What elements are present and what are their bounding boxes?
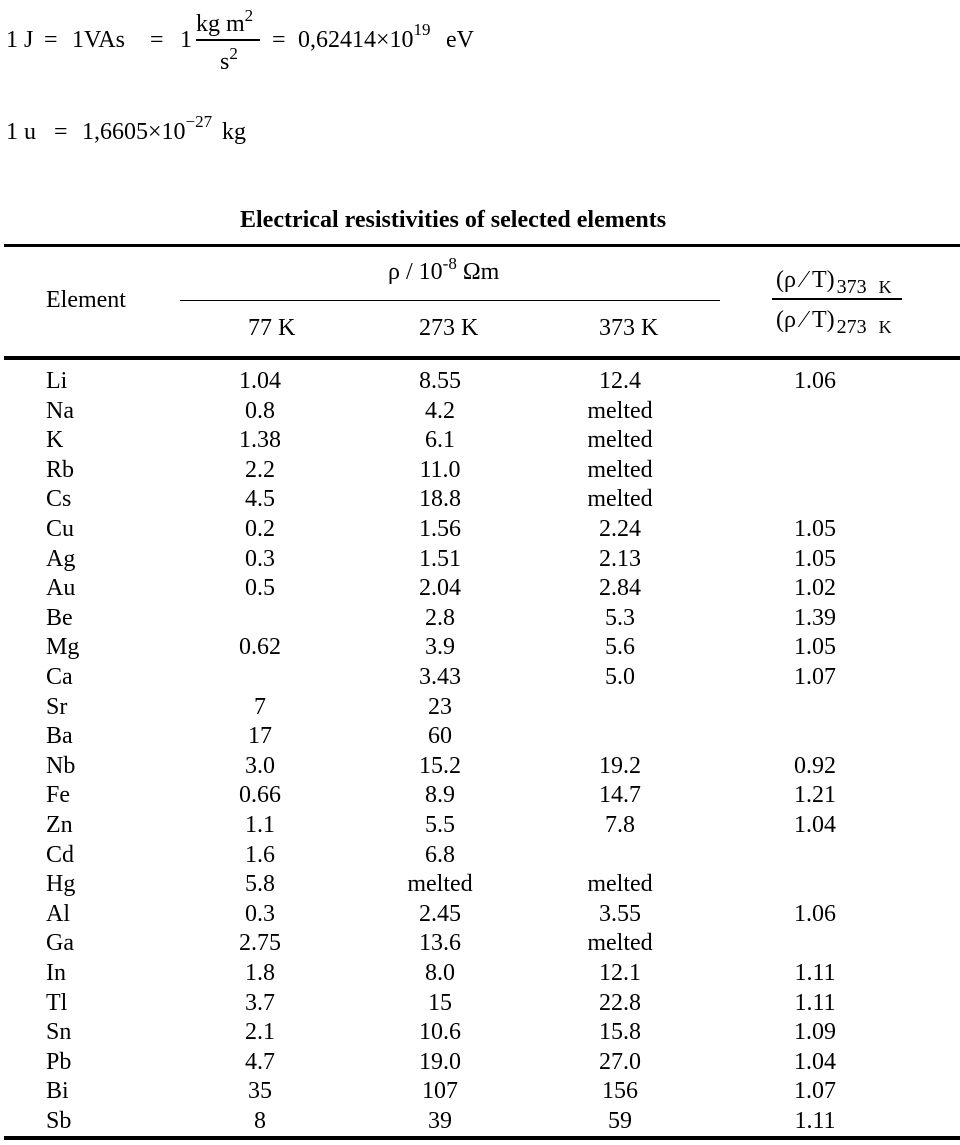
table-row — [0, 751, 960, 781]
cell-373k: melted — [587, 427, 653, 454]
table-row — [0, 425, 960, 455]
cell-373k: 5.0 — [605, 664, 635, 690]
cell-373k: melted — [587, 456, 653, 483]
cell-373k: melted — [587, 871, 653, 898]
joule-eq3: = — [272, 27, 286, 53]
table-row — [0, 1017, 960, 1047]
cell-ratio: 1.11 — [794, 989, 836, 1016]
cell-ratio: 1.09 — [794, 1019, 836, 1046]
cell-ratio: 1.06 — [794, 368, 836, 394]
table-top-rule — [4, 244, 960, 247]
joule-fraction-bar — [196, 39, 260, 41]
cell-373k: 59 — [608, 1108, 632, 1134]
cell-273k: 19.0 — [419, 1048, 461, 1075]
cell-77k: 0.3 — [245, 545, 275, 572]
header-273k: 273 K — [419, 315, 479, 341]
cell-element: Ga — [46, 930, 74, 957]
cell-ratio: 1.02 — [794, 575, 836, 602]
cell-element: Sn — [46, 1019, 72, 1046]
cell-373k: 7.8 — [605, 812, 635, 838]
cell-element: Mg — [46, 634, 80, 661]
cell-77k: 0.62 — [239, 634, 281, 661]
cell-273k: 3.43 — [419, 664, 461, 690]
joule-one: 1 — [180, 27, 192, 53]
header-373k: 373 K — [599, 315, 659, 341]
cell-373k: 27.0 — [599, 1048, 641, 1075]
cell-373k: 156 — [602, 1078, 638, 1105]
cell-element: Sb — [46, 1108, 72, 1134]
cell-77k: 0.5 — [245, 575, 275, 602]
header-rho-underline — [180, 300, 720, 301]
cell-ratio: 1.04 — [794, 1048, 836, 1075]
cell-373k: 2.13 — [599, 545, 641, 572]
amu-eq: = — [54, 119, 68, 145]
cell-273k: 5.5 — [425, 812, 455, 838]
cell-ratio: 1.05 — [794, 634, 836, 661]
cell-77k: 8 — [254, 1108, 266, 1134]
cell-77k: 5.8 — [245, 871, 275, 898]
cell-77k: 4.5 — [245, 486, 275, 513]
table-row — [0, 1106, 960, 1136]
table-row — [0, 958, 960, 988]
table-row — [0, 662, 960, 692]
cell-element: Na — [46, 397, 74, 424]
table-row — [0, 721, 960, 751]
cell-ratio: 1.05 — [794, 545, 836, 572]
cell-element: Bi — [46, 1078, 69, 1105]
table-row — [0, 692, 960, 722]
table-row — [0, 810, 960, 840]
cell-77k: 0.8 — [245, 397, 275, 424]
cell-373k: 5.3 — [605, 604, 635, 631]
table-row — [0, 928, 960, 958]
header-element: Element — [46, 287, 126, 313]
cell-373k: melted — [587, 930, 653, 957]
cell-element: K — [46, 427, 64, 454]
table-row — [0, 514, 960, 544]
cell-273k: 8.9 — [425, 782, 455, 809]
joule-eq1: = — [44, 27, 58, 53]
cell-77k: 1.04 — [239, 368, 281, 394]
table-title: Electrical resistivities of selected elements — [240, 207, 667, 233]
cell-273k: melted — [407, 871, 473, 898]
header-ratio-fraction-bar — [772, 298, 902, 300]
table-row — [0, 869, 960, 899]
cell-element: Au — [46, 575, 76, 602]
cell-element: Ba — [46, 723, 73, 750]
cell-element: Cs — [46, 486, 72, 513]
cell-element: Cd — [46, 841, 75, 868]
cell-373k: 19.2 — [599, 752, 641, 779]
cell-373k: 12.1 — [599, 960, 641, 986]
cell-273k: 18.8 — [419, 486, 461, 513]
cell-77k: 0.2 — [245, 516, 275, 542]
table-row — [0, 632, 960, 662]
joule-value: $0,62414\times 10^{19}$ — [298, 20, 431, 53]
cell-373k: 2.24 — [599, 516, 641, 542]
table-bottom-rule — [4, 1136, 960, 1140]
cell-373k: 22.8 — [599, 989, 641, 1016]
cell-ratio: 1.06 — [794, 900, 836, 927]
cell-273k: 107 — [422, 1078, 458, 1105]
cell-373k: 3.55 — [599, 900, 641, 927]
cell-273k: 3.9 — [425, 634, 455, 661]
cell-element: Cu — [46, 516, 75, 542]
joule-eq2: = — [150, 27, 164, 53]
table-row — [0, 840, 960, 870]
cell-273k: 13.6 — [419, 930, 461, 957]
cell-77k: 2.1 — [245, 1019, 275, 1046]
cell-77k: 0.3 — [245, 900, 275, 927]
cell-ratio: 1.39 — [794, 604, 836, 631]
cell-373k: 5.6 — [605, 634, 635, 661]
cell-373k: 12.4 — [599, 368, 641, 394]
cell-element: Fe — [46, 782, 70, 809]
cell-273k: 39 — [428, 1108, 452, 1134]
cell-77k: 0.66 — [239, 782, 281, 809]
joule-unit: eV — [446, 27, 474, 53]
cell-273k: 23 — [428, 693, 452, 720]
joule-vas: 1VAs — [72, 27, 125, 53]
cell-77k: 7 — [254, 693, 266, 720]
cell-373k: melted — [587, 397, 653, 424]
table-row — [0, 1076, 960, 1106]
cell-element: Zn — [46, 812, 73, 838]
cell-273k: 6.1 — [425, 427, 455, 454]
cell-element: Ca — [46, 664, 73, 690]
cell-element: Sr — [46, 693, 68, 720]
cell-element: Be — [46, 604, 73, 631]
table-row — [0, 780, 960, 810]
cell-77k: 2.75 — [239, 930, 281, 957]
cell-element: Li — [46, 368, 68, 394]
cell-element: Rb — [46, 456, 75, 483]
cell-373k: 15.8 — [599, 1019, 641, 1046]
table-row — [0, 366, 960, 396]
cell-273k: 10.6 — [419, 1019, 461, 1046]
cell-element: Hg — [46, 871, 76, 898]
cell-77k: 1.1 — [245, 812, 275, 838]
header-77k: 77 K — [248, 315, 296, 341]
amu-value: $1,6605\times 10^{-27}$ — [82, 112, 213, 145]
cell-77k: 2.2 — [245, 456, 275, 483]
table-row — [0, 899, 960, 929]
joule-fraction-numerator: kg $m^2$ — [196, 6, 254, 37]
header-rho: ρ / $10^{-8}$ Ωm — [388, 254, 500, 285]
cell-element: Nb — [46, 752, 76, 779]
table-row — [0, 484, 960, 514]
cell-element: Pb — [46, 1048, 72, 1075]
cell-element: In — [46, 960, 66, 986]
cell-273k: 15.2 — [419, 752, 461, 779]
cell-element: Tl — [46, 989, 68, 1016]
table-row — [0, 1047, 960, 1077]
cell-273k: 1.51 — [419, 545, 461, 572]
table-row — [0, 396, 960, 426]
cell-77k: 17 — [248, 723, 272, 750]
cell-273k: 4.2 — [425, 397, 455, 424]
amu-unit: kg — [222, 119, 246, 145]
cell-373k: 14.7 — [599, 782, 641, 809]
cell-77k: 1.6 — [245, 841, 275, 868]
header-ratio-denominator: (ρ ⁄ T) $_{273}$ $_K$ — [776, 307, 892, 338]
amu-lhs: 1 u — [6, 119, 36, 145]
cell-273k: 60 — [428, 723, 452, 750]
cell-373k: melted — [587, 486, 653, 513]
cell-273k: 8.55 — [419, 368, 461, 394]
table-row — [0, 988, 960, 1018]
cell-77k: 35 — [248, 1078, 272, 1105]
cell-273k: 6.8 — [425, 841, 455, 868]
joule-lhs: 1 J — [6, 27, 34, 53]
cell-77k: 4.7 — [245, 1048, 275, 1075]
cell-273k: 2.45 — [419, 900, 461, 927]
joule-fraction-denominator: $s^2$ — [220, 44, 238, 75]
cell-element: Ag — [46, 545, 76, 572]
table-row — [0, 544, 960, 574]
cell-ratio: 0.92 — [794, 752, 836, 779]
table-row — [0, 603, 960, 633]
cell-ratio: 1.21 — [794, 782, 836, 809]
header-ratio-numerator: (ρ ⁄ T) $_{373}$ $_K$ — [776, 267, 892, 298]
table-row — [0, 455, 960, 485]
cell-ratio: 1.04 — [794, 812, 836, 838]
cell-77k: 1.8 — [245, 960, 275, 986]
cell-273k: 2.04 — [419, 575, 461, 602]
cell-273k: 11.0 — [419, 456, 461, 483]
cell-273k: 15 — [428, 989, 452, 1016]
table-row — [0, 573, 960, 603]
cell-373k: 2.84 — [599, 575, 641, 602]
cell-ratio: 1.07 — [794, 1078, 836, 1105]
cell-273k: 1.56 — [419, 516, 461, 542]
cell-ratio: 1.07 — [794, 664, 836, 690]
cell-77k: 1.38 — [239, 427, 281, 454]
cell-element: Al — [46, 900, 70, 927]
cell-ratio: 1.05 — [794, 516, 836, 542]
cell-273k: 8.0 — [425, 960, 455, 986]
cell-ratio: 1.11 — [794, 960, 836, 986]
cell-ratio: 1.11 — [794, 1108, 836, 1134]
cell-77k: 3.7 — [245, 989, 275, 1016]
cell-77k: 3.0 — [245, 752, 275, 779]
table-header-rule — [4, 356, 960, 360]
cell-273k: 2.8 — [425, 604, 455, 631]
